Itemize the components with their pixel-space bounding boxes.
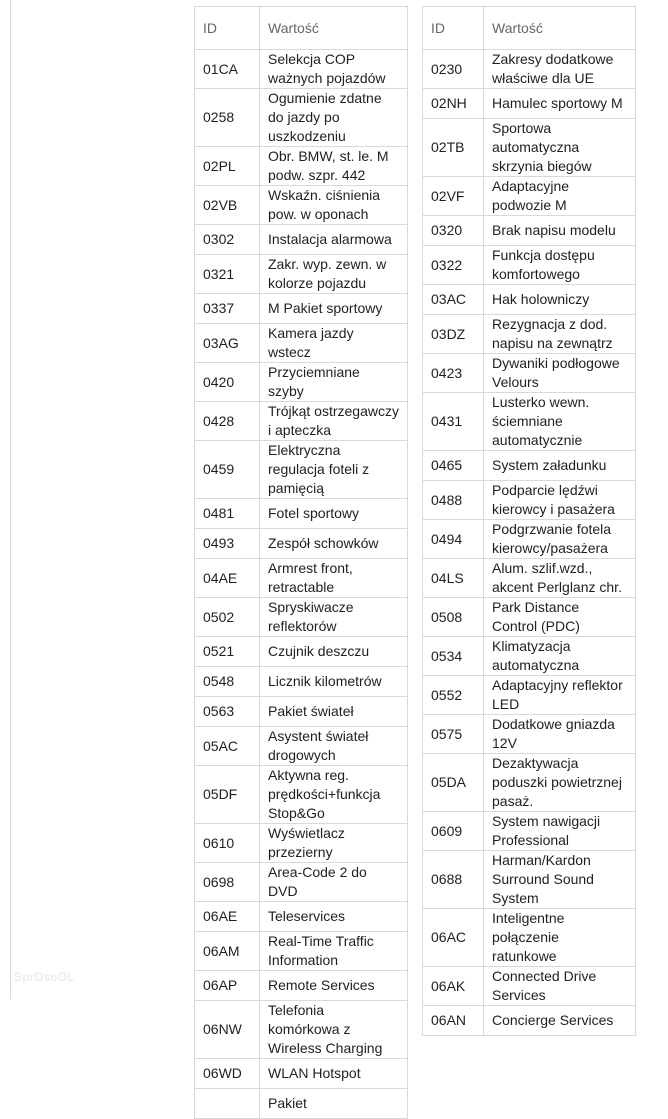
table-row xyxy=(195,971,408,1001)
table-row xyxy=(195,441,408,499)
option-value: Hamulec sportowy M xyxy=(484,89,636,119)
table-row xyxy=(195,766,408,824)
option-id: 0552 xyxy=(423,676,484,715)
option-value: Park Distance Control (PDC) xyxy=(484,598,636,637)
option-id: 06AC xyxy=(423,909,484,967)
table-row xyxy=(423,676,636,715)
table-row xyxy=(195,294,408,324)
option-id: 0428 xyxy=(195,402,260,441)
option-id: 06WD xyxy=(195,1059,260,1089)
option-value: M Pakiet sportowy xyxy=(260,294,408,324)
table-row xyxy=(195,324,408,363)
option-id: 0322 xyxy=(423,246,484,285)
table-row xyxy=(195,1001,408,1059)
table-row xyxy=(423,715,636,754)
option-value: Ogumienie zdatne do jazdy po uszkodzeniu xyxy=(260,89,408,147)
option-value: Dodatkowe gniazda 12V xyxy=(484,715,636,754)
option-value: Remote Services xyxy=(260,971,408,1001)
option-id: 06AP xyxy=(195,971,260,1001)
option-value: Concierge Services xyxy=(484,1006,636,1036)
option-value: Brak napisu modelu xyxy=(484,216,636,246)
option-id: 02VF xyxy=(423,177,484,216)
table-row xyxy=(423,909,636,967)
option-value: Podparcie lędźwi kierowcy i pasażera xyxy=(484,481,636,520)
option-id: 02TB xyxy=(423,119,484,177)
option-id: 0337 xyxy=(195,294,260,324)
option-id: 0508 xyxy=(423,598,484,637)
option-id: 02NH xyxy=(423,89,484,119)
option-value: Harman/Kardon Surround Sound System xyxy=(484,851,636,909)
table-row xyxy=(423,637,636,676)
table-row xyxy=(195,902,408,932)
page-left-divider xyxy=(10,0,11,999)
option-value: Zakresy dodatkowe właściwe dla UE xyxy=(484,50,636,89)
table-row xyxy=(195,637,408,667)
table-row xyxy=(195,186,408,225)
option-value: Pakiet xyxy=(260,1089,408,1119)
option-value: Connected Drive Services xyxy=(484,967,636,1006)
option-value: Elektryczna regulacja foteli z pamięcią xyxy=(260,441,408,499)
option-value: Licznik kilometrów xyxy=(260,667,408,697)
option-id: 0609 xyxy=(423,812,484,851)
option-id: 05DA xyxy=(423,754,484,812)
option-id: 0320 xyxy=(423,216,484,246)
table-row xyxy=(423,812,636,851)
table-row xyxy=(423,851,636,909)
option-id: 04LS xyxy=(423,559,484,598)
option-value: Area-Code 2 do DVD xyxy=(260,863,408,902)
option-id: 0302 xyxy=(195,225,260,255)
column-header-id: ID xyxy=(195,7,260,50)
option-value: Aktywna reg. prędkości+funkcja Stop&Go xyxy=(260,766,408,824)
option-id: 02VB xyxy=(195,186,260,225)
table-row xyxy=(423,481,636,520)
table-row xyxy=(423,177,636,216)
option-value: Spryskiwacze reflektorów xyxy=(260,598,408,637)
option-id: 0420 xyxy=(195,363,260,402)
table-row xyxy=(423,315,636,354)
option-id: 06NW xyxy=(195,1001,260,1059)
option-value: Armrest front, retractable xyxy=(260,559,408,598)
table-row xyxy=(195,50,408,89)
option-id: 0423 xyxy=(423,354,484,393)
option-id: 06AN xyxy=(423,1006,484,1036)
option-value: System załadunku xyxy=(484,451,636,481)
column-header-value: Wartość xyxy=(484,7,636,50)
table-row xyxy=(423,393,636,451)
option-id: 0431 xyxy=(423,393,484,451)
option-id: 0459 xyxy=(195,441,260,499)
option-value: Telefonia komórkowa z Wireless Charging xyxy=(260,1001,408,1059)
option-id: 0321 xyxy=(195,255,260,294)
option-value: Przyciemniane szyby xyxy=(260,363,408,402)
option-id: 0494 xyxy=(423,520,484,559)
option-value: Fotel sportowy xyxy=(260,499,408,529)
option-value: Adaptacyjny reflektor LED xyxy=(484,676,636,715)
table-row xyxy=(195,402,408,441)
table-row xyxy=(195,598,408,637)
option-value: Trójkąt ostrzegawczy i apteczka xyxy=(260,402,408,441)
table-row xyxy=(195,255,408,294)
table-row xyxy=(423,451,636,481)
option-id: 06AK xyxy=(423,967,484,1006)
option-value: Zespół schowków xyxy=(260,529,408,559)
table-row xyxy=(423,246,636,285)
table-row xyxy=(423,216,636,246)
option-id: 0521 xyxy=(195,637,260,667)
table-row xyxy=(195,499,408,529)
option-id: 06AE xyxy=(195,902,260,932)
table-header-row xyxy=(195,7,408,50)
option-value: Pakiet świateł xyxy=(260,697,408,727)
option-id: 01CA xyxy=(195,50,260,89)
option-value: Wskaźn. ciśnienia pow. w oponach xyxy=(260,186,408,225)
column-header-value: Wartość xyxy=(260,7,408,50)
table-row xyxy=(423,1006,636,1036)
option-value: Hak holowniczy xyxy=(484,285,636,315)
option-id: 0575 xyxy=(423,715,484,754)
watermark-text: SprOsoOL xyxy=(14,970,75,984)
option-value: Asystent świateł drogowych xyxy=(260,727,408,766)
table-row xyxy=(195,89,408,147)
option-id: 0502 xyxy=(195,598,260,637)
option-id: 0610 xyxy=(195,824,260,863)
option-value: Kamera jazdy wstecz xyxy=(260,324,408,363)
column-header-id: ID xyxy=(423,7,484,50)
option-id: 03AG xyxy=(195,324,260,363)
table-row xyxy=(195,1059,408,1089)
table-row xyxy=(195,363,408,402)
option-value: Lusterko wewn. ściemniane automatycznie xyxy=(484,393,636,451)
option-value: Dywaniki podłogowe Velours xyxy=(484,354,636,393)
option-id: 0698 xyxy=(195,863,260,902)
table-row xyxy=(423,119,636,177)
table-row xyxy=(195,559,408,598)
table-row xyxy=(195,147,408,186)
option-id: 0230 xyxy=(423,50,484,89)
table-row xyxy=(423,754,636,812)
option-id: 03AC xyxy=(423,285,484,315)
option-value: Funkcja dostępu komfortowego xyxy=(484,246,636,285)
option-id: 0493 xyxy=(195,529,260,559)
option-id: 0488 xyxy=(423,481,484,520)
table-row xyxy=(423,520,636,559)
option-value: Zakr. wyp. zewn. w kolorze pojazdu xyxy=(260,255,408,294)
option-value: Instalacja alarmowa xyxy=(260,225,408,255)
option-id: 05DF xyxy=(195,766,260,824)
option-value: Adaptacyjne podwozie M xyxy=(484,177,636,216)
option-id: 0688 xyxy=(423,851,484,909)
option-value: Dezaktywacja poduszki powietrznej pasaż. xyxy=(484,754,636,812)
option-id: 0465 xyxy=(423,451,484,481)
option-value: Selekcja COP ważnych pojazdów xyxy=(260,50,408,89)
option-id: 02PL xyxy=(195,147,260,186)
table-row xyxy=(423,559,636,598)
table-row xyxy=(195,697,408,727)
table-row xyxy=(195,932,408,971)
table-header-row xyxy=(423,7,636,50)
table-row xyxy=(423,285,636,315)
option-id xyxy=(195,1089,260,1119)
table-row xyxy=(195,863,408,902)
option-id: 03DZ xyxy=(423,315,484,354)
table-row xyxy=(195,727,408,766)
option-id: 0548 xyxy=(195,667,260,697)
option-value: Klimatyzacja automatyczna xyxy=(484,637,636,676)
option-value: Inteligentne połączenie ratunkowe xyxy=(484,909,636,967)
table-row xyxy=(423,89,636,119)
option-value: Sportowa automatyczna skrzynia biegów xyxy=(484,119,636,177)
option-id: 0563 xyxy=(195,697,260,727)
table-row xyxy=(423,354,636,393)
option-id: 0534 xyxy=(423,637,484,676)
option-id: 04AE xyxy=(195,559,260,598)
table-row xyxy=(195,667,408,697)
option-value: Obr. BMW, st. le. M podw. szpr. 442 xyxy=(260,147,408,186)
option-value: Podgrzwanie fotela kierowcy/pasażera xyxy=(484,520,636,559)
option-value: Wyświetlacz przezierny xyxy=(260,824,408,863)
options-table-right xyxy=(422,6,636,1036)
option-value: Real-Time Traffic Information xyxy=(260,932,408,971)
option-value: System nawigacji Professional xyxy=(484,812,636,851)
option-id: 06AM xyxy=(195,932,260,971)
option-id: 05AC xyxy=(195,727,260,766)
table-row xyxy=(423,50,636,89)
option-value: WLAN Hotspot xyxy=(260,1059,408,1089)
options-table-left xyxy=(194,6,408,1119)
option-value: Teleservices xyxy=(260,902,408,932)
table-row xyxy=(195,824,408,863)
table-row xyxy=(423,967,636,1006)
table-row xyxy=(195,1089,408,1119)
table-row xyxy=(195,529,408,559)
option-value: Alum. szlif.wzd., akcent Perlglanz chr. xyxy=(484,559,636,598)
option-value: Rezygnacja z dod. napisu na zewnątrz xyxy=(484,315,636,354)
table-row xyxy=(423,598,636,637)
table-row xyxy=(195,225,408,255)
option-id: 0481 xyxy=(195,499,260,529)
option-id: 0258 xyxy=(195,89,260,147)
option-value: Czujnik deszczu xyxy=(260,637,408,667)
